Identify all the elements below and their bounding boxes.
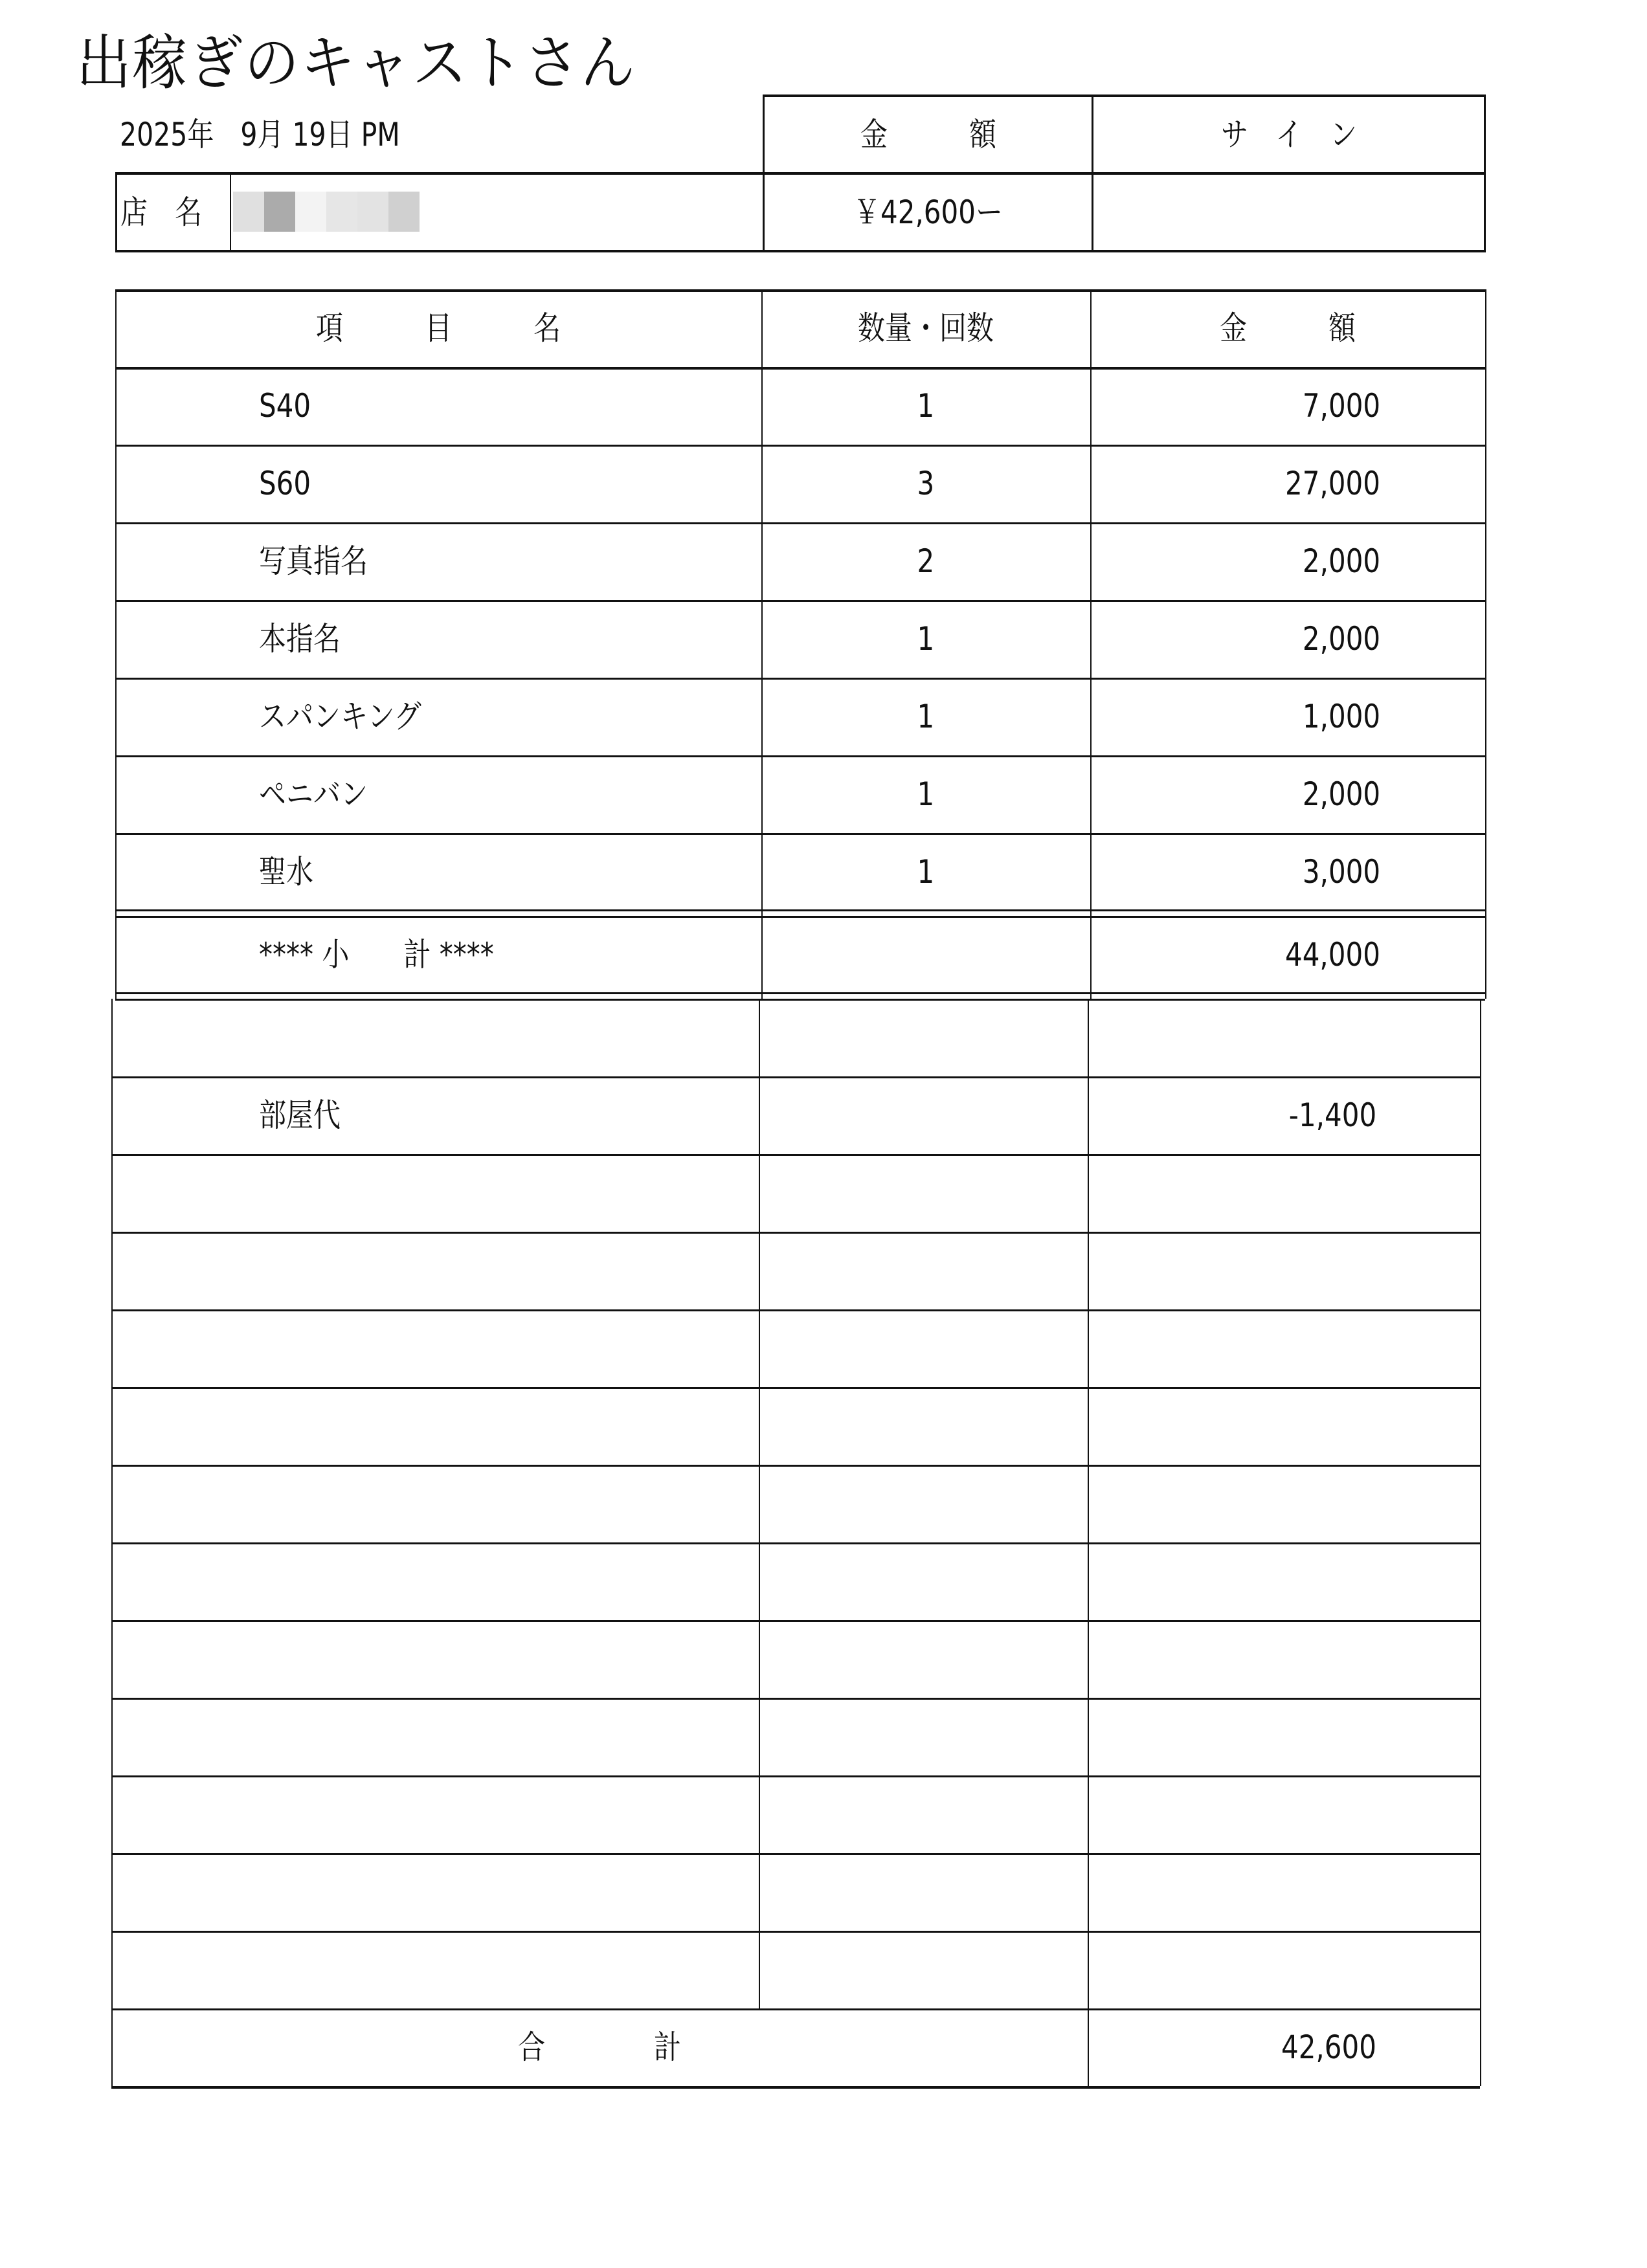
qty-cell (759, 1931, 1088, 2008)
document-title: 出稼ぎのキャストさん (76, 28, 636, 98)
item-name-cell (259, 1620, 759, 1698)
qty-cell (759, 1853, 1088, 1931)
qty-cell: 1 (917, 775, 935, 813)
qty-cell: 3 (917, 465, 935, 502)
column-divider (759, 999, 760, 1076)
subtotal-double-border-top (115, 992, 1485, 994)
header-sign-label: サ イ ン (1220, 116, 1357, 153)
table-right-border (1480, 1309, 1481, 1387)
header-sign-value[interactable] (1093, 175, 1484, 250)
table-left-border (111, 1154, 113, 1232)
item-name-cell: 聖水 (259, 853, 313, 891)
item-name-cell (259, 1775, 759, 1853)
column-divider (759, 1542, 760, 1620)
column-divider (759, 1465, 760, 1542)
qty-cell (759, 1232, 1088, 1309)
column-divider (759, 1076, 760, 1154)
amount-cell (1088, 1387, 1376, 1465)
table-left-border (111, 1853, 113, 1931)
amount-cell: 1,000 (1302, 698, 1380, 735)
amount-cell (1088, 1931, 1376, 2008)
table-left-border (111, 1309, 113, 1387)
column-divider (1088, 1309, 1089, 1387)
column-divider (759, 1309, 760, 1387)
qty-cell (759, 1076, 1088, 1154)
store-name-redacted (233, 192, 420, 232)
column-header-amount: 金 額 (1220, 309, 1356, 347)
column-divider (1088, 1387, 1089, 1465)
qty-cell (759, 1698, 1088, 1775)
table-right-border (1480, 1465, 1481, 1542)
item-name-cell: 写真指名 (259, 542, 368, 580)
table-left-border (111, 1775, 113, 1853)
redaction-block (295, 192, 326, 232)
redaction-block (357, 192, 388, 232)
header-box-right-border (1484, 94, 1486, 252)
header-amount-value: ￥42,600ー (853, 194, 1003, 231)
amount-cell (1088, 1620, 1376, 1698)
subtotal-label: **** 小 計 **** (259, 936, 494, 973)
item-name-cell (259, 1853, 759, 1931)
table-left-border (111, 1232, 113, 1309)
table-right-border (1480, 1154, 1481, 1232)
total-label: 合 計 (518, 2029, 681, 2066)
item-name-cell: S60 (259, 465, 311, 502)
item-name-cell: スパンキング (259, 698, 421, 735)
table-right-border (1480, 999, 1481, 1076)
amount-cell: 7,000 (1302, 387, 1380, 425)
qty-cell (759, 999, 1088, 1076)
subtotal-amount: 44,000 (1285, 936, 1380, 973)
table-right-border (1480, 1542, 1481, 1620)
table-left-border (111, 1076, 113, 1154)
item-name-cell (259, 1465, 759, 1542)
column-divider (759, 1154, 760, 1232)
amount-cell (1088, 1698, 1376, 1775)
column-header-item: 項 目 名 (316, 309, 561, 347)
qty-cell: 1 (917, 698, 935, 735)
amount-cell (1088, 1309, 1376, 1387)
table-left-border (111, 2008, 113, 2086)
column-divider (1088, 1931, 1089, 2008)
column-divider (759, 1853, 760, 1931)
store-name-label: 店 名 (120, 194, 202, 231)
item-name-cell: 本指名 (259, 620, 341, 658)
column-divider (1088, 2008, 1089, 2086)
amount-cell: 2,000 (1302, 542, 1380, 580)
column-divider (1088, 1698, 1089, 1775)
header-box-left-border (115, 172, 117, 252)
redaction-block (388, 192, 420, 232)
amount-cell: 2,000 (1302, 620, 1380, 658)
item-name-cell: S40 (259, 387, 311, 425)
total-amount: 42,600 (1281, 2029, 1376, 2066)
qty-cell: 1 (917, 853, 935, 891)
item-name-cell (259, 999, 759, 1076)
table-left-border (111, 1387, 113, 1465)
table-right-border (1480, 2008, 1481, 2086)
redaction-block (233, 192, 264, 232)
amount-cell (1088, 1232, 1376, 1309)
amount-cell: -1,400 (1288, 1096, 1376, 1134)
table-left-border (111, 1698, 113, 1775)
table-right-border (1480, 1387, 1481, 1465)
redaction-block (264, 192, 295, 232)
column-divider (761, 289, 763, 999)
column-divider (1088, 1076, 1089, 1154)
table-right-border (1480, 1931, 1481, 2008)
amount-cell (1088, 1853, 1376, 1931)
qty-cell: 1 (917, 620, 935, 658)
column-divider (1088, 999, 1089, 1076)
qty-cell: 1 (917, 387, 935, 425)
table-right-border (1480, 1076, 1481, 1154)
item-name-cell (259, 1542, 759, 1620)
qty-cell (759, 1542, 1088, 1620)
table-right-border (1480, 1232, 1481, 1309)
table-right-border (1480, 1620, 1481, 1698)
table-right-border (1480, 1698, 1481, 1775)
qty-cell (759, 1465, 1088, 1542)
item-name-cell: 部屋代 (259, 1096, 341, 1134)
column-divider (1088, 1620, 1089, 1698)
qty-cell (759, 1387, 1088, 1465)
column-divider (759, 1232, 760, 1309)
item-name-cell (259, 1232, 759, 1309)
column-divider (759, 1387, 760, 1465)
table-bottom-border (111, 2086, 1480, 2089)
table-left-border (111, 999, 113, 1076)
header-amount-label: 金 額 (860, 116, 996, 153)
item-name-cell (259, 1931, 759, 2008)
column-header-qty: 数量・回数 (858, 309, 994, 347)
table-left-border (111, 1620, 113, 1698)
item-name-cell (259, 1387, 759, 1465)
header-box-bottom-border (115, 250, 1485, 252)
amount-cell: 3,000 (1302, 853, 1380, 891)
table-right-border (1480, 1853, 1481, 1931)
redaction-block (326, 192, 357, 232)
table-left-border (115, 289, 117, 999)
subtotal-double-border-top (115, 909, 1485, 911)
document-date: 2025年 9月 19日 PM (120, 116, 400, 153)
item-name-cell (259, 1698, 759, 1775)
item-name-cell (259, 1154, 759, 1232)
column-divider (1090, 289, 1092, 999)
table-left-border (111, 1931, 113, 2008)
qty-cell: 2 (917, 542, 935, 580)
column-divider (759, 1775, 760, 1853)
table-left-border (111, 1542, 113, 1620)
column-divider (759, 1620, 760, 1698)
qty-cell (759, 1620, 1088, 1698)
column-divider (1088, 1775, 1089, 1853)
amount-cell (1088, 1154, 1376, 1232)
column-divider (1088, 1542, 1089, 1620)
column-divider (1088, 1853, 1089, 1931)
item-name-cell (259, 1309, 759, 1387)
amount-cell: 2,000 (1302, 775, 1380, 813)
amount-cell (1088, 1465, 1376, 1542)
qty-cell (759, 1154, 1088, 1232)
amount-cell (1088, 1775, 1376, 1853)
table-left-border (111, 1465, 113, 1542)
qty-cell (759, 1309, 1088, 1387)
amount-cell (1088, 1542, 1376, 1620)
column-divider (759, 1698, 760, 1775)
table-right-border (1485, 289, 1486, 999)
table-right-border (1480, 1775, 1481, 1853)
column-divider (1088, 1154, 1089, 1232)
column-divider (759, 1931, 760, 2008)
qty-cell (759, 1775, 1088, 1853)
column-divider (1088, 1232, 1089, 1309)
column-divider (1088, 1465, 1089, 1542)
amount-cell (1088, 999, 1376, 1076)
amount-cell: 27,000 (1285, 465, 1380, 502)
item-name-cell: ペニバン (259, 775, 368, 813)
